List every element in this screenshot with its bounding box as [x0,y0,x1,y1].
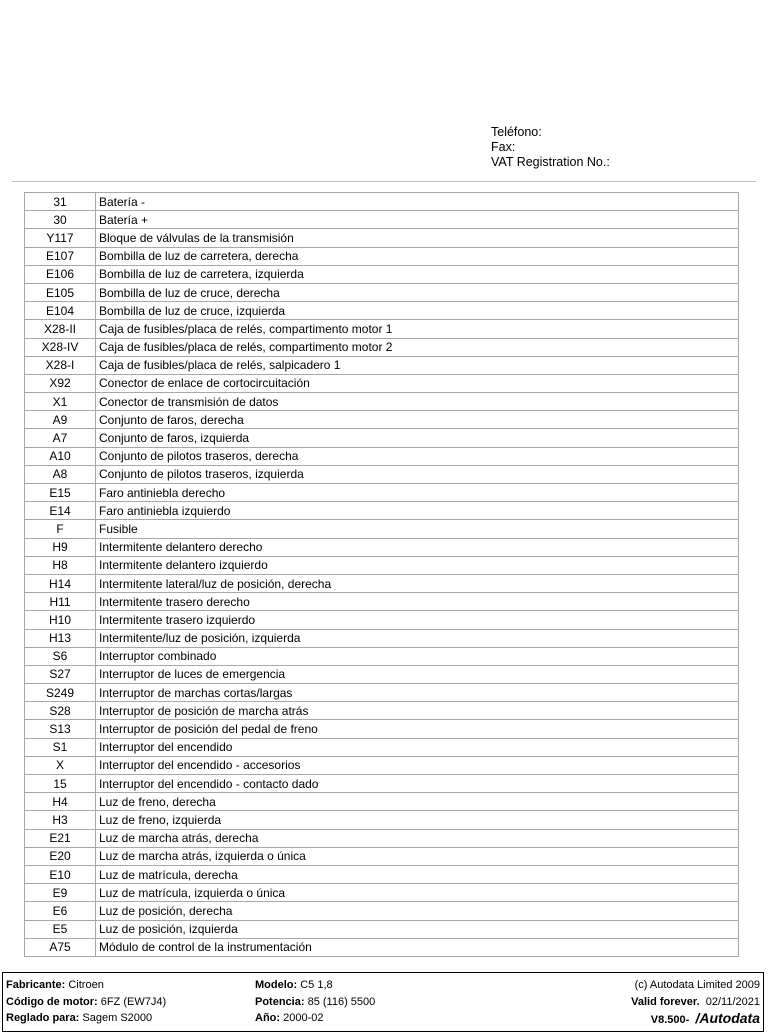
legend-row [25,665,739,683]
legend-row [25,775,739,793]
component-description: Luz de matrícula, derecha [96,865,739,883]
legend-row [25,465,739,483]
year-value: 2000-02 [283,1012,324,1024]
legend-row [25,902,739,920]
component-description: Intermitente trasero derecho [96,593,739,611]
legend-body [25,193,739,957]
legend-row [25,338,739,356]
component-description: Bombilla de luz de carretera, derecha [96,247,739,265]
power-value: 85 (116) 5500 [307,995,376,1008]
validity-row [631,994,760,1011]
component-description: Luz de matrícula, izquierda o única [96,884,739,902]
component-description: Faro antiniebla derecho [96,484,739,502]
component-code: S27 [25,665,96,683]
component-code: E14 [25,502,96,520]
component-code: S249 [25,684,96,702]
component-description: Conector de enlace de cortocircuitación [96,374,739,392]
component-code: E6 [25,902,96,920]
phone-label: Teléfono: [491,125,542,139]
version-text: V8.500- [650,1014,690,1026]
component-description: Conjunto de pilotos traseros, izquierda [96,465,739,483]
component-code: Y117 [25,229,96,247]
model-value: C5 1,8 [300,979,333,991]
power-label: Potencia: [255,995,305,1008]
component-description: Fusible [96,520,739,538]
component-description: Intermitente trasero izquierdo [96,611,739,629]
component-code: X28-II [25,320,96,338]
component-code: E105 [25,283,96,301]
component-description: Conjunto de faros, derecha [96,411,739,429]
legend-row [25,502,739,520]
component-description: Módulo de control de la instrumentación [96,938,739,956]
legend-row [25,556,739,574]
legend-row [25,374,739,392]
component-description: Interruptor de luces de emergencia [96,665,739,683]
component-description: Interruptor del encendido - accesorios [96,756,739,774]
legend-row [25,829,739,847]
legend-row [25,320,739,338]
component-code: E9 [25,884,96,902]
footer-middle-column [255,977,375,1027]
contact-block [491,125,610,170]
legend-row [25,193,739,211]
component-code: H9 [25,538,96,556]
component-code: 31 [25,193,96,211]
component-description: Bombilla de luz de cruce, derecha [96,283,739,301]
component-legend-table [24,192,739,957]
component-description: Caja de fusibles/placa de relés, salpicadero 1 [96,356,739,374]
legend-row [25,211,739,229]
set-for-label: Reglado para: [6,1012,80,1024]
manufacturer-label: Fabricante: [6,979,66,991]
year-label: Año: [255,1012,281,1024]
component-description: Bombilla de luz de cruce, izquierda [96,302,739,320]
legend-row [25,302,739,320]
component-code: E106 [25,265,96,283]
legend-row [25,538,739,556]
legend-row [25,884,739,902]
legend-row [25,684,739,702]
component-description: Intermitente lateral/luz de posición, derecha [96,574,739,592]
component-description: Intermitente/luz de posición, izquierda [96,629,739,647]
component-code: A10 [25,447,96,465]
print-date: 02/11/2021 [705,995,760,1008]
vehicle-info-footer [2,972,764,1032]
component-code: E5 [25,920,96,938]
component-code: 30 [25,211,96,229]
year-row [255,1010,375,1027]
legend-row [25,411,739,429]
component-code: E104 [25,302,96,320]
component-description: Luz de marcha atrás, izquierda o única [96,847,739,865]
component-description: Luz de freno, derecha [96,793,739,811]
component-description: Interruptor combinado [96,647,739,665]
component-code: S13 [25,720,96,738]
component-code: F [25,520,96,538]
component-description: Batería - [96,193,739,211]
legend-row [25,574,739,592]
component-description: Luz de posición, izquierda [96,920,739,938]
legend-row [25,520,739,538]
component-code: E21 [25,829,96,847]
component-code: S6 [25,647,96,665]
component-description: Interruptor de posición de marcha atrás [96,702,739,720]
footer-left-column [6,977,166,1027]
footer-right-column [631,977,760,1029]
legend-row [25,811,739,829]
legend-row [25,938,739,956]
component-code: A9 [25,411,96,429]
component-description: Caja de fusibles/placa de relés, compartimento motor 1 [96,320,739,338]
component-description: Interruptor de posición del pedal de freno [96,720,739,738]
set-for-row [6,1010,166,1027]
valid-label: Valid forever. [631,995,700,1008]
legend-row [25,447,739,465]
vat-registration-label: VAT Registration No.: [491,155,610,169]
legend-row [25,702,739,720]
component-code: E10 [25,865,96,883]
header-divider [12,181,756,182]
legend-row [25,629,739,647]
component-description: Intermitente delantero izquierdo [96,556,739,574]
manufacturer-value: Citroen [68,979,104,991]
component-description: Bloque de válvulas de la transmisión [96,229,739,247]
legend-row [25,247,739,265]
copyright-text: (c) Autodata Limited 2009 [634,979,760,991]
legend-row [25,847,739,865]
legend-row [25,720,739,738]
model-row [255,977,375,994]
power-row [255,994,375,1011]
component-description: Faro antiniebla izquierdo [96,502,739,520]
model-label: Modelo: [255,979,298,991]
legend-row [25,756,739,774]
component-description: Luz de posición, derecha [96,902,739,920]
legend-row [25,920,739,938]
component-description: Bombilla de luz de carretera, izquierda [96,265,739,283]
component-code: H8 [25,556,96,574]
component-description: Luz de marcha atrás, derecha [96,829,739,847]
version-row [631,1010,760,1029]
component-description: Luz de freno, izquierda [96,811,739,829]
component-code: X28-IV [25,338,96,356]
legend-row [25,865,739,883]
component-code: E20 [25,847,96,865]
manufacturer-row [6,977,166,994]
engine-code-label: Código de motor: [6,995,98,1008]
legend-row [25,611,739,629]
legend-row [25,484,739,502]
legend-row [25,647,739,665]
autodata-logo: /Autodata [695,1010,760,1026]
legend-row [25,793,739,811]
component-description: Conector de transmisión de datos [96,393,739,411]
component-code: H3 [25,811,96,829]
legend-row [25,265,739,283]
component-code: E15 [25,484,96,502]
legend-row [25,283,739,301]
set-for-value: Sagem S2000 [82,1012,153,1024]
component-description: Batería + [96,211,739,229]
legend-row [25,429,739,447]
component-description: Conjunto de faros, izquierda [96,429,739,447]
component-description: Interruptor de marchas cortas/largas [96,684,739,702]
legend-row [25,738,739,756]
component-code: A7 [25,429,96,447]
component-code: X1 [25,393,96,411]
legend-row [25,356,739,374]
component-code: H13 [25,629,96,647]
component-description: Intermitente delantero derecho [96,538,739,556]
component-code: H14 [25,574,96,592]
component-description: Conjunto de pilotos traseros, derecha [96,447,739,465]
component-code: E107 [25,247,96,265]
legend-row [25,229,739,247]
component-code: X [25,756,96,774]
component-code: X28-I [25,356,96,374]
component-code: H10 [25,611,96,629]
engine-code-value: 6FZ (EW7J4) [100,995,167,1008]
component-code: H11 [25,593,96,611]
legend-row [25,393,739,411]
component-description: Interruptor del encendido - contacto dado [96,775,739,793]
component-code: A75 [25,938,96,956]
component-code: X92 [25,374,96,392]
component-description: Interruptor del encendido [96,738,739,756]
fax-label: Fax: [491,140,516,154]
component-code: A8 [25,465,96,483]
component-code: 15 [25,775,96,793]
component-code: H4 [25,793,96,811]
engine-code-row [6,994,166,1011]
legend-row [25,593,739,611]
component-description: Caja de fusibles/placa de relés, compartimento motor 2 [96,338,739,356]
component-code: S28 [25,702,96,720]
component-code: S1 [25,738,96,756]
autodata-logo-text: Autodata [699,1010,760,1026]
